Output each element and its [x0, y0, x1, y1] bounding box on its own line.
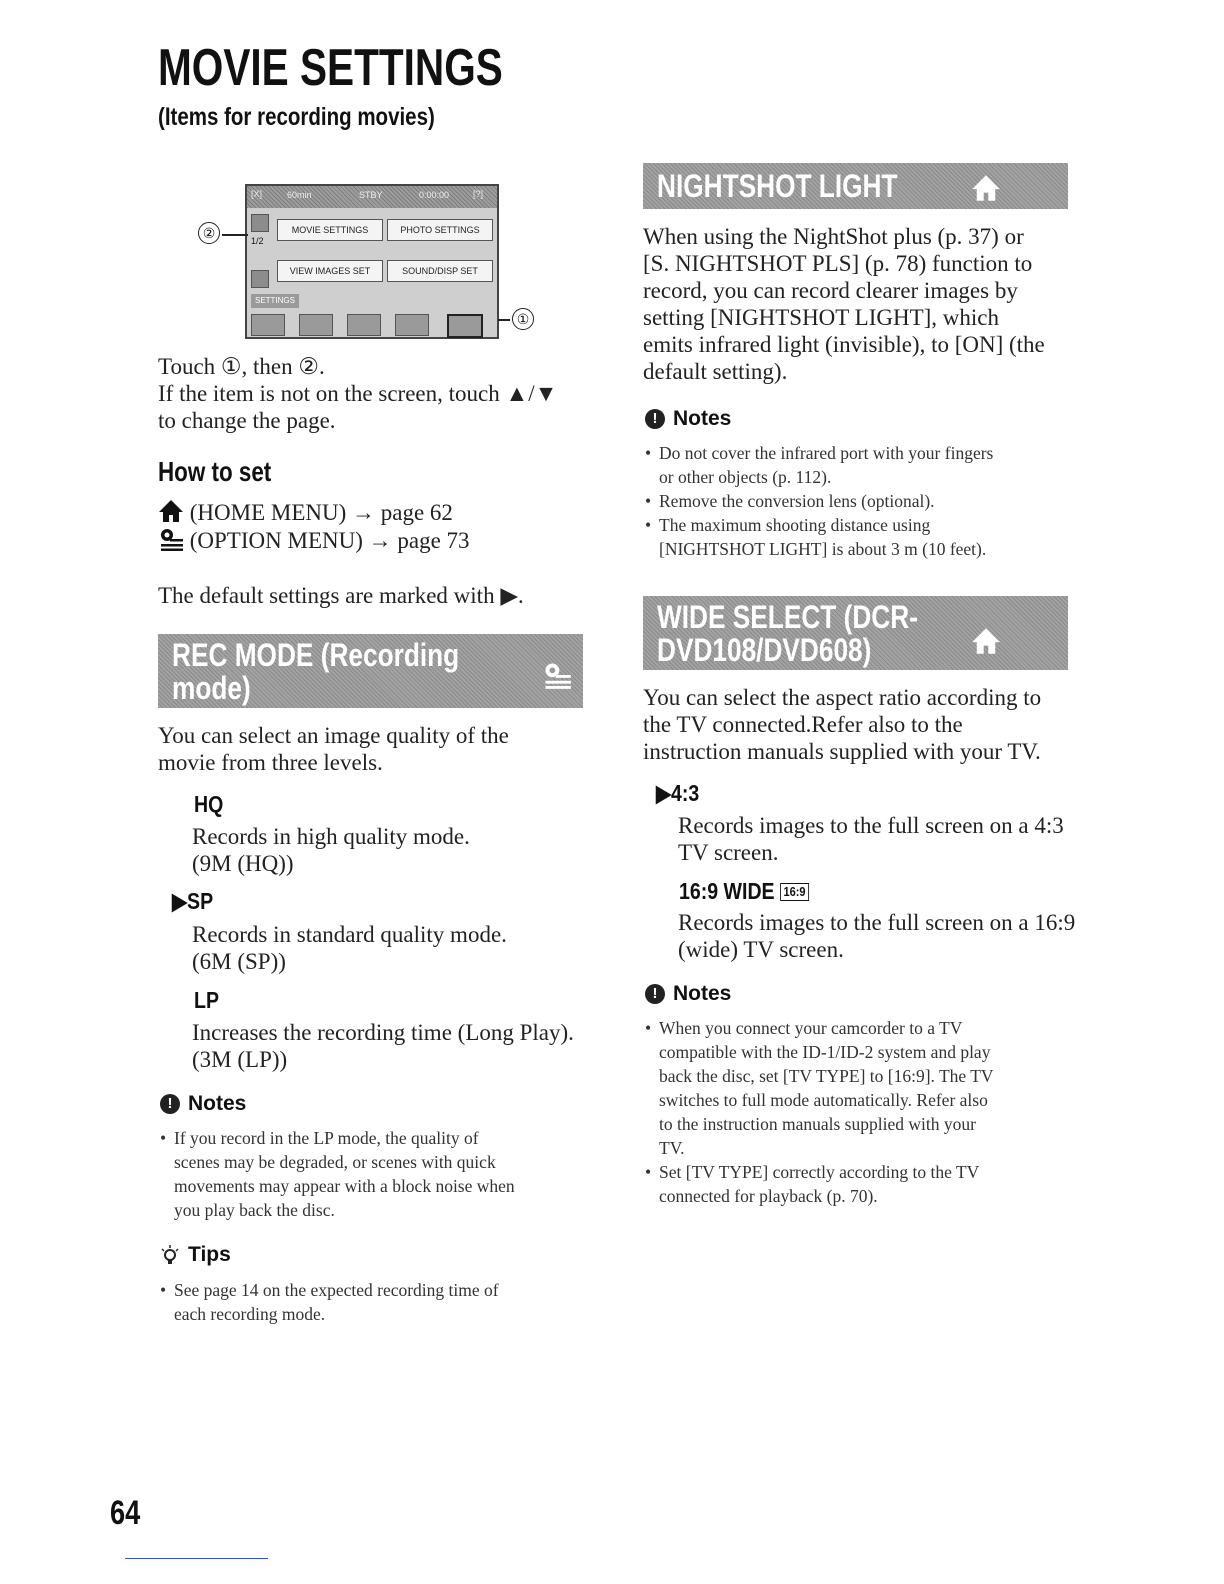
notes-icon: !	[160, 1094, 180, 1114]
option-label-text: 16:9 WIDE	[679, 878, 775, 904]
wide-badge-icon: 16:9	[780, 883, 809, 901]
note-line: switches to full mode automatically. Refer also	[659, 1090, 988, 1110]
note-item	[645, 489, 1075, 513]
option-label-hq: HQ	[194, 791, 224, 817]
lcd-movie-settings-button: MOVIE SETTINGS	[277, 219, 383, 241]
lcd-photo-settings-button: PHOTO SETTINGS	[387, 219, 493, 241]
callout-1-marker: ①	[512, 308, 534, 330]
intro-line: to change the page.	[158, 408, 336, 433]
option-label-sp: ▶SP	[172, 888, 214, 914]
note-line: • Do not cover the infrared port with your fingers	[659, 443, 994, 463]
note-line: you play back the disc.	[174, 1200, 335, 1220]
rec-mode-banner	[158, 634, 583, 708]
callout-2-marker: ②	[198, 222, 220, 244]
notes-icon: !	[645, 984, 665, 1004]
page-number: 64	[110, 1494, 141, 1532]
note-line: connected for playback (p. 70).	[659, 1186, 878, 1206]
lcd-tab-icon	[251, 314, 285, 336]
description-line: emits infrared light (invisible), to [ON] (the	[643, 332, 1045, 357]
tips-heading-text: Tips	[188, 1243, 231, 1266]
option-menu-text: (OPTION MENU) → page 73	[189, 528, 470, 553]
lightbulb-icon	[160, 1244, 180, 1266]
lcd-counter: 0:00:00	[419, 190, 450, 200]
option-desc-line: (6M (SP))	[192, 949, 286, 974]
rec-mode-banner-line: mode)	[172, 670, 251, 706]
note-item	[645, 441, 1075, 489]
note-line: back the disc, set [TV TYPE] to [16:9]. The TV	[659, 1066, 994, 1086]
wide-select-notes-list	[645, 1016, 1075, 1208]
home-menu-line	[158, 499, 453, 526]
option-desc-line: (3M (LP))	[192, 1047, 288, 1072]
option-desc	[192, 1019, 574, 1073]
lcd-sound-disp-set-button: SOUND/DISP SET	[387, 260, 493, 282]
option-label-lp: LP	[194, 987, 219, 1013]
note-line: • The maximum shooting distance using	[659, 515, 931, 535]
lcd-down-arrow-icon	[251, 270, 269, 288]
note-line: • Remove the conversion lens (optional).	[659, 491, 935, 511]
rec-mode-description	[158, 722, 509, 776]
description-line: record, you can record clearer images by	[643, 278, 1018, 303]
lcd-settings-tab: SETTINGS	[251, 294, 299, 308]
description-line: You can select the aspect ratio according to	[643, 685, 1042, 710]
description-line: the TV connected.Refer also to the	[643, 712, 963, 737]
note-item	[645, 1016, 1075, 1160]
tips-list	[160, 1278, 600, 1326]
note-item	[645, 1160, 1075, 1208]
lcd-top-bar	[247, 186, 497, 208]
how-to-set-heading: How to set	[158, 456, 272, 487]
description-line: default setting).	[643, 359, 788, 384]
nightshot-banner-text: NIGHTSHOT LIGHT	[657, 168, 898, 204]
notes-heading-text: Notes	[673, 982, 732, 1005]
rec-mode-notes-list	[160, 1126, 600, 1222]
notes-heading-text: Notes	[188, 1092, 247, 1115]
option-label-4-3: ▶4:3	[656, 780, 700, 806]
note-item	[645, 513, 1075, 561]
lcd-top-right: [?]	[473, 189, 484, 199]
tip-line: • See page 14 on the expected recording time of	[174, 1280, 499, 1300]
callout-1-line	[498, 319, 510, 321]
note-line: TV.	[659, 1138, 685, 1158]
lcd-view-images-set-button: VIEW IMAGES SET	[277, 260, 383, 282]
intro-line: Touch ①, then ②.	[158, 354, 325, 379]
nightshot-description	[643, 223, 1073, 385]
intro-line: If the item is not on the screen, touch ▲/▼	[158, 381, 558, 406]
option-desc	[678, 909, 1075, 963]
wide-select-banner-line: DVD108/DVD608)	[657, 632, 872, 668]
tip-item	[160, 1278, 600, 1326]
description-line: [S. NIGHTSHOT PLS] (p. 78) function to	[643, 251, 1033, 276]
wide-select-banner-line: WIDE SELECT (DCR-	[657, 599, 918, 635]
callout-2-line	[222, 234, 248, 236]
option-icon	[158, 527, 184, 551]
note-line: • Set [TV TYPE] correctly according to the TV	[659, 1162, 980, 1182]
nightshot-notes-list	[645, 441, 1075, 561]
lcd-remaining: 60min	[287, 190, 312, 200]
wide-select-banner	[643, 596, 1068, 670]
intro-text	[158, 353, 598, 434]
nightshot-light-banner	[643, 163, 1068, 209]
description-line: When using the NightShot plus (p. 37) or	[643, 224, 1024, 249]
option-desc	[192, 823, 470, 877]
note-item	[160, 1126, 600, 1222]
option-icon	[542, 660, 572, 690]
option-desc-line: Records images to the full screen on a 16:9	[678, 910, 1076, 935]
footer-rule	[125, 1558, 268, 1559]
option-desc	[678, 812, 1064, 866]
option-label-16-9-wide	[679, 878, 809, 905]
note-line: scenes may be degraded, or scenes with quick	[174, 1152, 496, 1172]
rec-mode-notes-heading	[160, 1092, 246, 1116]
option-desc-line: (wide) TV screen.	[678, 937, 844, 962]
option-desc-line: Records in high quality mode.	[192, 824, 470, 849]
note-line: • If you record in the LP mode, the quality of	[174, 1128, 479, 1148]
option-desc-line: TV screen.	[678, 840, 779, 865]
notes-heading-text: Notes	[673, 407, 732, 430]
option-desc-line: Increases the recording time (Long Play).	[192, 1020, 574, 1045]
lcd-screen-illustration	[245, 184, 499, 339]
option-desc-line: Records in standard quality mode.	[192, 922, 507, 947]
note-line: compatible with the ID-1/ID-2 system and play	[659, 1042, 991, 1062]
option-desc-line: (9M (HQ))	[192, 851, 294, 876]
lcd-tab-icon	[395, 314, 429, 336]
wide-select-notes-heading	[645, 982, 731, 1006]
wide-select-description	[643, 684, 1073, 765]
option-desc	[192, 921, 507, 975]
lcd-page-indicator: 1/2	[251, 236, 264, 246]
note-line: or other objects (p. 112).	[659, 467, 832, 487]
description-line: setting [NIGHTSHOT LIGHT], which	[643, 305, 1000, 330]
home-icon	[971, 173, 1001, 203]
default-note: The default settings are marked with ▶.	[158, 583, 524, 608]
lcd-top-left: [X]	[251, 189, 263, 199]
notes-icon: !	[645, 409, 665, 429]
option-menu-line	[158, 527, 470, 554]
lcd-mode: STBY	[359, 190, 383, 200]
home-icon	[971, 626, 1001, 656]
description-line: instruction manuals supplied with your TV.	[643, 739, 1041, 764]
lcd-tab-icon	[299, 314, 333, 336]
note-line: to the instruction manuals supplied with your	[659, 1114, 976, 1134]
description-line: You can select an image quality of the	[158, 723, 509, 748]
description-line: movie from three levels.	[158, 750, 383, 775]
nightshot-notes-heading	[645, 407, 731, 431]
rec-mode-banner-line: REC MODE (Recording	[172, 637, 460, 673]
note-line: [NIGHTSHOT LIGHT] is about 3 m (10 feet).	[659, 539, 987, 559]
note-line: movements may appear with a block noise when	[174, 1176, 515, 1196]
lcd-settings-tab-icon	[447, 314, 483, 338]
page-subtitle: (Items for recording movies)	[158, 103, 435, 131]
tips-heading	[160, 1243, 231, 1267]
option-desc-line: Records images to the full screen on a 4:3	[678, 813, 1064, 838]
lcd-tab-icon	[347, 314, 381, 336]
note-line: • When you connect your camcorder to a TV	[659, 1018, 963, 1038]
tip-line: each recording mode.	[174, 1304, 326, 1324]
home-icon	[158, 499, 184, 523]
page-title: MOVIE SETTINGS	[158, 39, 503, 97]
home-menu-text: (HOME MENU) → page 62	[189, 500, 453, 525]
lcd-up-arrow-icon	[251, 214, 269, 232]
